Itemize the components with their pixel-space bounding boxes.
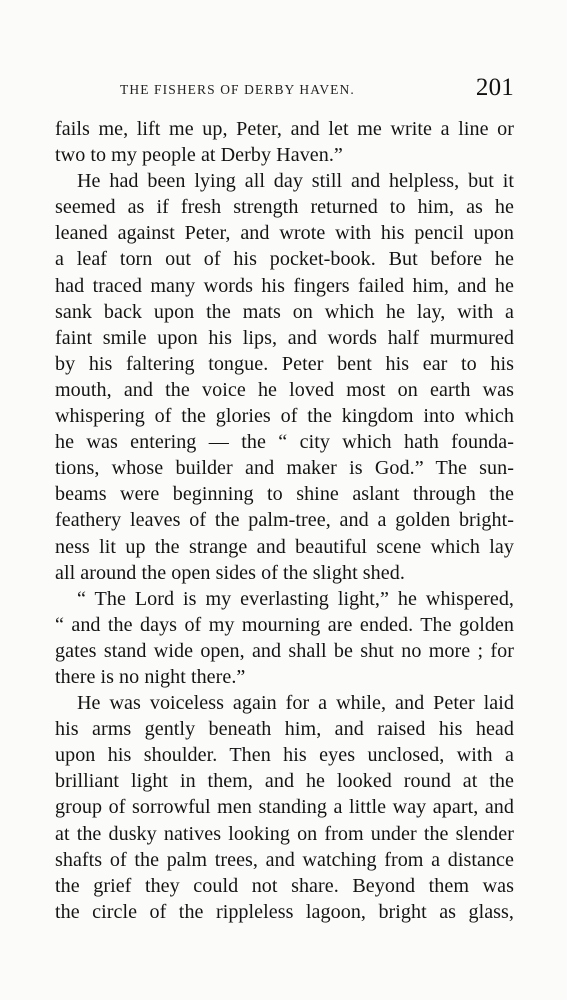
text-line: group of sorrowful men standing a little way apart, and — [55, 796, 514, 819]
text-line: gates stand wide open, and shall be shut no more ; for — [55, 639, 514, 662]
text-line: by his faltering tongue. Peter bent his ear to his — [55, 352, 514, 375]
text-line: brilliant light in them, and he looked round at the — [55, 770, 514, 793]
text-line: leaned against Peter, and wrote with his pencil upon — [55, 222, 514, 245]
paragraph-first-line: “ The Lord is my everlasting light,” he whispered, — [77, 587, 514, 610]
text-line: his arms gently beneath him, and raised his head — [55, 718, 514, 741]
paragraph-first-line: He was voiceless again for a while, and Peter laid — [77, 692, 514, 715]
paragraph-first-line: He had been lying all day still and helpless, but it — [77, 170, 514, 193]
text-line: shafts of the palm trees, and watching from a distance — [55, 848, 514, 871]
text-line: tions, whose builder and maker is God.” The sun- — [55, 457, 514, 480]
text-line: mouth, and the voice he loved most on earth was — [55, 378, 514, 401]
text-line: sank back upon the mats on which he lay, with a — [55, 300, 514, 323]
text-line: faint smile upon his lips, and words half murmured — [55, 326, 514, 349]
text-line: “ and the days of my mourning are ended. The golden — [55, 613, 514, 636]
text-line: the circle of the rippleless lagoon, bright as glass, — [55, 900, 514, 923]
page-header — [54, 74, 514, 104]
text-line: whispering of the glories of the kingdom into which — [55, 405, 514, 428]
text-line: the grief they could not share. Beyond them was — [55, 874, 514, 897]
text-line: fails me, lift me up, Peter, and let me write a line or — [55, 118, 514, 140]
page-number: 201 — [475, 74, 514, 101]
text-line: feathery leaves of the palm-tree, and a golden bright- — [55, 509, 514, 532]
text-line: all around the open sides of the slight shed. — [55, 561, 405, 584]
text-line: beams were beginning to shine aslant through the — [55, 483, 514, 506]
text-line: he was entering — the “ city which hath founda- — [55, 431, 514, 454]
text-line: a leaf torn out of his pocket-book. But before he — [55, 248, 514, 271]
text-line: two to my people at Derby Haven.” — [55, 144, 343, 167]
text-line: ness lit up the strange and beautiful scene which lay — [55, 535, 514, 558]
body-text — [55, 116, 514, 925]
running-title: THE FISHERS OF DERBY HAVEN. — [120, 82, 355, 97]
text-line: upon his shoulder. Then his eyes unclosed, with a — [55, 744, 514, 767]
text-line: seemed as if fresh strength returned to him, as he — [55, 196, 514, 219]
text-line: at the dusky natives looking on from under the slender — [55, 822, 514, 845]
text-line: there is no night there.” — [55, 665, 246, 688]
text-line: had traced many words his fingers failed him, and he — [55, 274, 514, 297]
